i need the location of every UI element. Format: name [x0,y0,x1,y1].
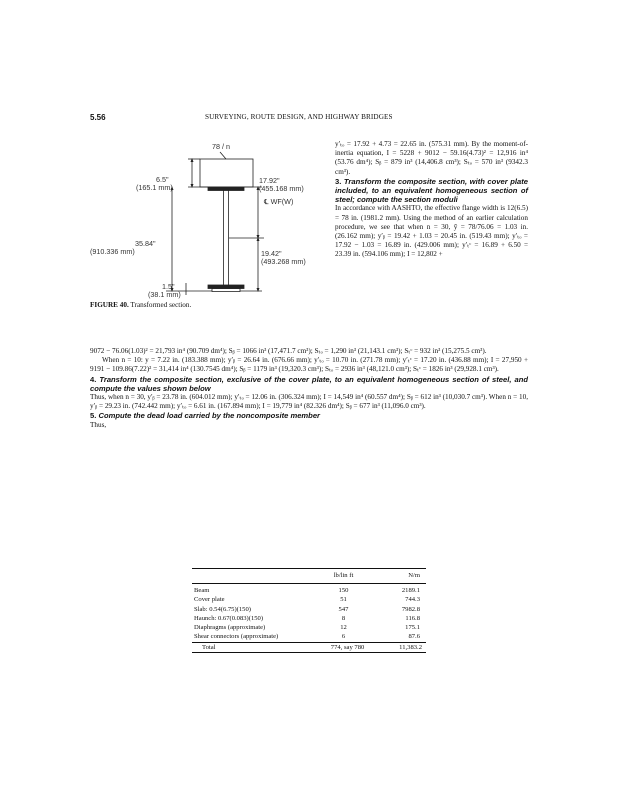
table-total-row [192,643,426,652]
table-cell: Haunch: 0.67(0.083)(150) [194,614,264,622]
table-header-cell [192,569,317,583]
table-cell: 744.3 [405,596,420,604]
body-para-2: When n = 10: y = 7.22 in. (183.388 mm); y′ᵦ = 26.64 in. (676.66 mm); y′ₜₒ = 10.70 in. (271.78 mm); y′ₜᶜ = 17.20 in. (436.88 mm); I = 27,950 + 9191 − 109.86(7.22)² = 31,414 in⁴ (130.7545 dm⁴); Sᵦ = 1179 in³ (19,320.3 cm³); Sₜₒ = 2936 in³ (48,121.0 cm³); Sₜᶜ = 1826 in³ (29,928.1 cm³). [90,356,528,374]
cover-plate [212,289,240,292]
table-row [192,623,426,632]
step-4-heading [90,375,528,393]
table-header-cell: lb/lin ft [333,572,354,579]
slab-outline [200,159,253,187]
label-78-over-n: 78 / n [212,142,230,151]
table-cell: Cover plate [194,596,225,604]
table-cell: 116.8 [405,614,420,622]
body-para-1: 9072 − 76.06(1.03)² = 21,793 in⁴ (90.709 dm⁴); Sᵦ = 1066 in³ (17,471.7 cm³); Sₜₒ = 1,290 in³ (21,143.1 cm³); Sₜᶜ = 932 in³ (15,275.5 cm³). [90,347,487,355]
slab-leader [220,152,226,159]
figure-caption [90,301,191,309]
table-row [192,605,426,614]
table-row [192,595,426,604]
table-cell: 12 [340,624,347,632]
step-4-number: 4. [90,374,97,384]
table-cell: 51 [340,596,347,604]
label-upper-mm: (455.168 mm) [259,184,304,193]
step-4-title: Transform the composite section, exclusive of the cover plate, to an equivalent homogeneous section of steel, and compute the values shown below [90,374,528,393]
table-header-cell: N/m [408,572,420,579]
transformed-section-figure [90,140,325,300]
table-cell: Diaphragms (approximate) [194,624,266,632]
right-para-1: y′ₜₒ = 17.92 + 4.73 = 22.65 in. (575.31 mm). By the moment-of-inertia equation, I = 5228 + 9012 − 59.16(4.73)² = 12,916 in⁴ (53.76 dm⁴); Sᵦ = 879 in³ (14,406.8 cm³); Sₜₒ = 570 in³ (9342.3 cm³). [335,140,528,176]
label-wf: ℄ WF(W) [264,197,294,206]
dead-load-table [192,568,426,653]
table-cell: Beam [194,587,210,594]
table-cell: 774, say 780 [330,643,365,651]
table-cell: Shear connectors (approximate) [194,633,279,641]
table-cell: 2189.1 [401,587,420,594]
bottom-flange [208,285,244,289]
table-body [192,584,426,642]
step-3-number: 3. [335,176,342,186]
label-lower-mm: (493.268 mm) [261,257,306,266]
table-row [192,586,426,595]
table-header-row [192,569,426,583]
caption-text: Transformed section. [130,301,192,309]
top-flange [208,187,244,191]
label-lower: 19.42" [261,249,282,258]
table-cell: 547 [338,605,349,613]
table-row [192,614,426,623]
main-body [90,347,528,430]
body-para-3: Thus, when n = 30, y′ᵦ = 23.78 in. (604.012 mm); y′ₜₒ = 12.06 in. (306.324 mm); I = 14,549 in⁴ (60.557 dm⁴); Sᵦ = 612 in³ (10,030.7 cm³). When n = 10, y′ᵦ = 29.23 in. (742.442 mm); y′ₜₒ = 6.61 in. (167.894 mm); I = 19,779 in⁴ (82.326 dm⁴); Sᵦ = 677 in³ (11,096.0 cm³). [90,393,528,411]
table-cell: 8 [341,614,346,622]
step-3-title: Transform the composite section, with cover plate included, to an equivalent homogeneous section of steel; compute the section moduli [335,176,528,205]
table-cell: 11,383.2 [399,643,422,651]
right-column [335,140,528,260]
table-bottom-rule [192,652,426,653]
transformed-section-drawing [90,140,325,300]
table-cell: 150 [338,587,349,594]
step-5-number: 5. [90,411,97,421]
table-cell: 87.6 [408,633,420,641]
table-cell: 7982.8 [401,605,420,613]
page-header [90,113,530,122]
label-total-depth-mm: (910.336 mm) [90,247,135,256]
step-5-title: Compute the dead load carried by the noncomposite member [98,411,320,421]
label-bottom-dim-mm: (38.1 mm) [148,290,181,299]
table-cell: 175.1 [405,624,420,632]
caption-label: FIGURE 40. [90,301,129,309]
page-number: 5.56 [90,113,106,122]
table-cell: Total [202,643,216,651]
body-para-4: Thus, [90,420,107,429]
running-title: SURVEYING, ROUTE DESIGN, AND HIGHWAY BRIDGES [205,113,393,121]
right-para-2: In accordance with AASHTO, the effective flange width is 12(6.5) = 78 in. (1981.2 mm). Using the method of an earlier calculation procedure, we see that when n = 30, ȳ = 78/76.06 = 1.03 in. (26.162 mm); y′ᵦ = 19.42 + 1.03 = 20.45 in. (519.43 mm); y′ₜₒ = 17.92 − 1.03 = 16.89 in. (429.006 mm); y′ₜᶜ = 16.89 + 6.50 = 23.39 in. (594.106 mm); I = 12,802 + [335,204,528,259]
table-row [192,632,426,641]
step-5-heading [90,411,528,420]
label-upper: 17.92" [259,176,280,185]
table-cell: Slab: 0.54(6.75)(150) [194,605,251,613]
step-3-heading [335,177,528,205]
label-total-depth: 35.84" [135,239,156,248]
table-cell: 6 [341,633,346,641]
label-flange-dim: 6.5" [156,175,169,184]
label-flange-dim-mm: (165.1 mm) [136,183,173,192]
label-bottom-dim: 1.5" [162,282,175,291]
